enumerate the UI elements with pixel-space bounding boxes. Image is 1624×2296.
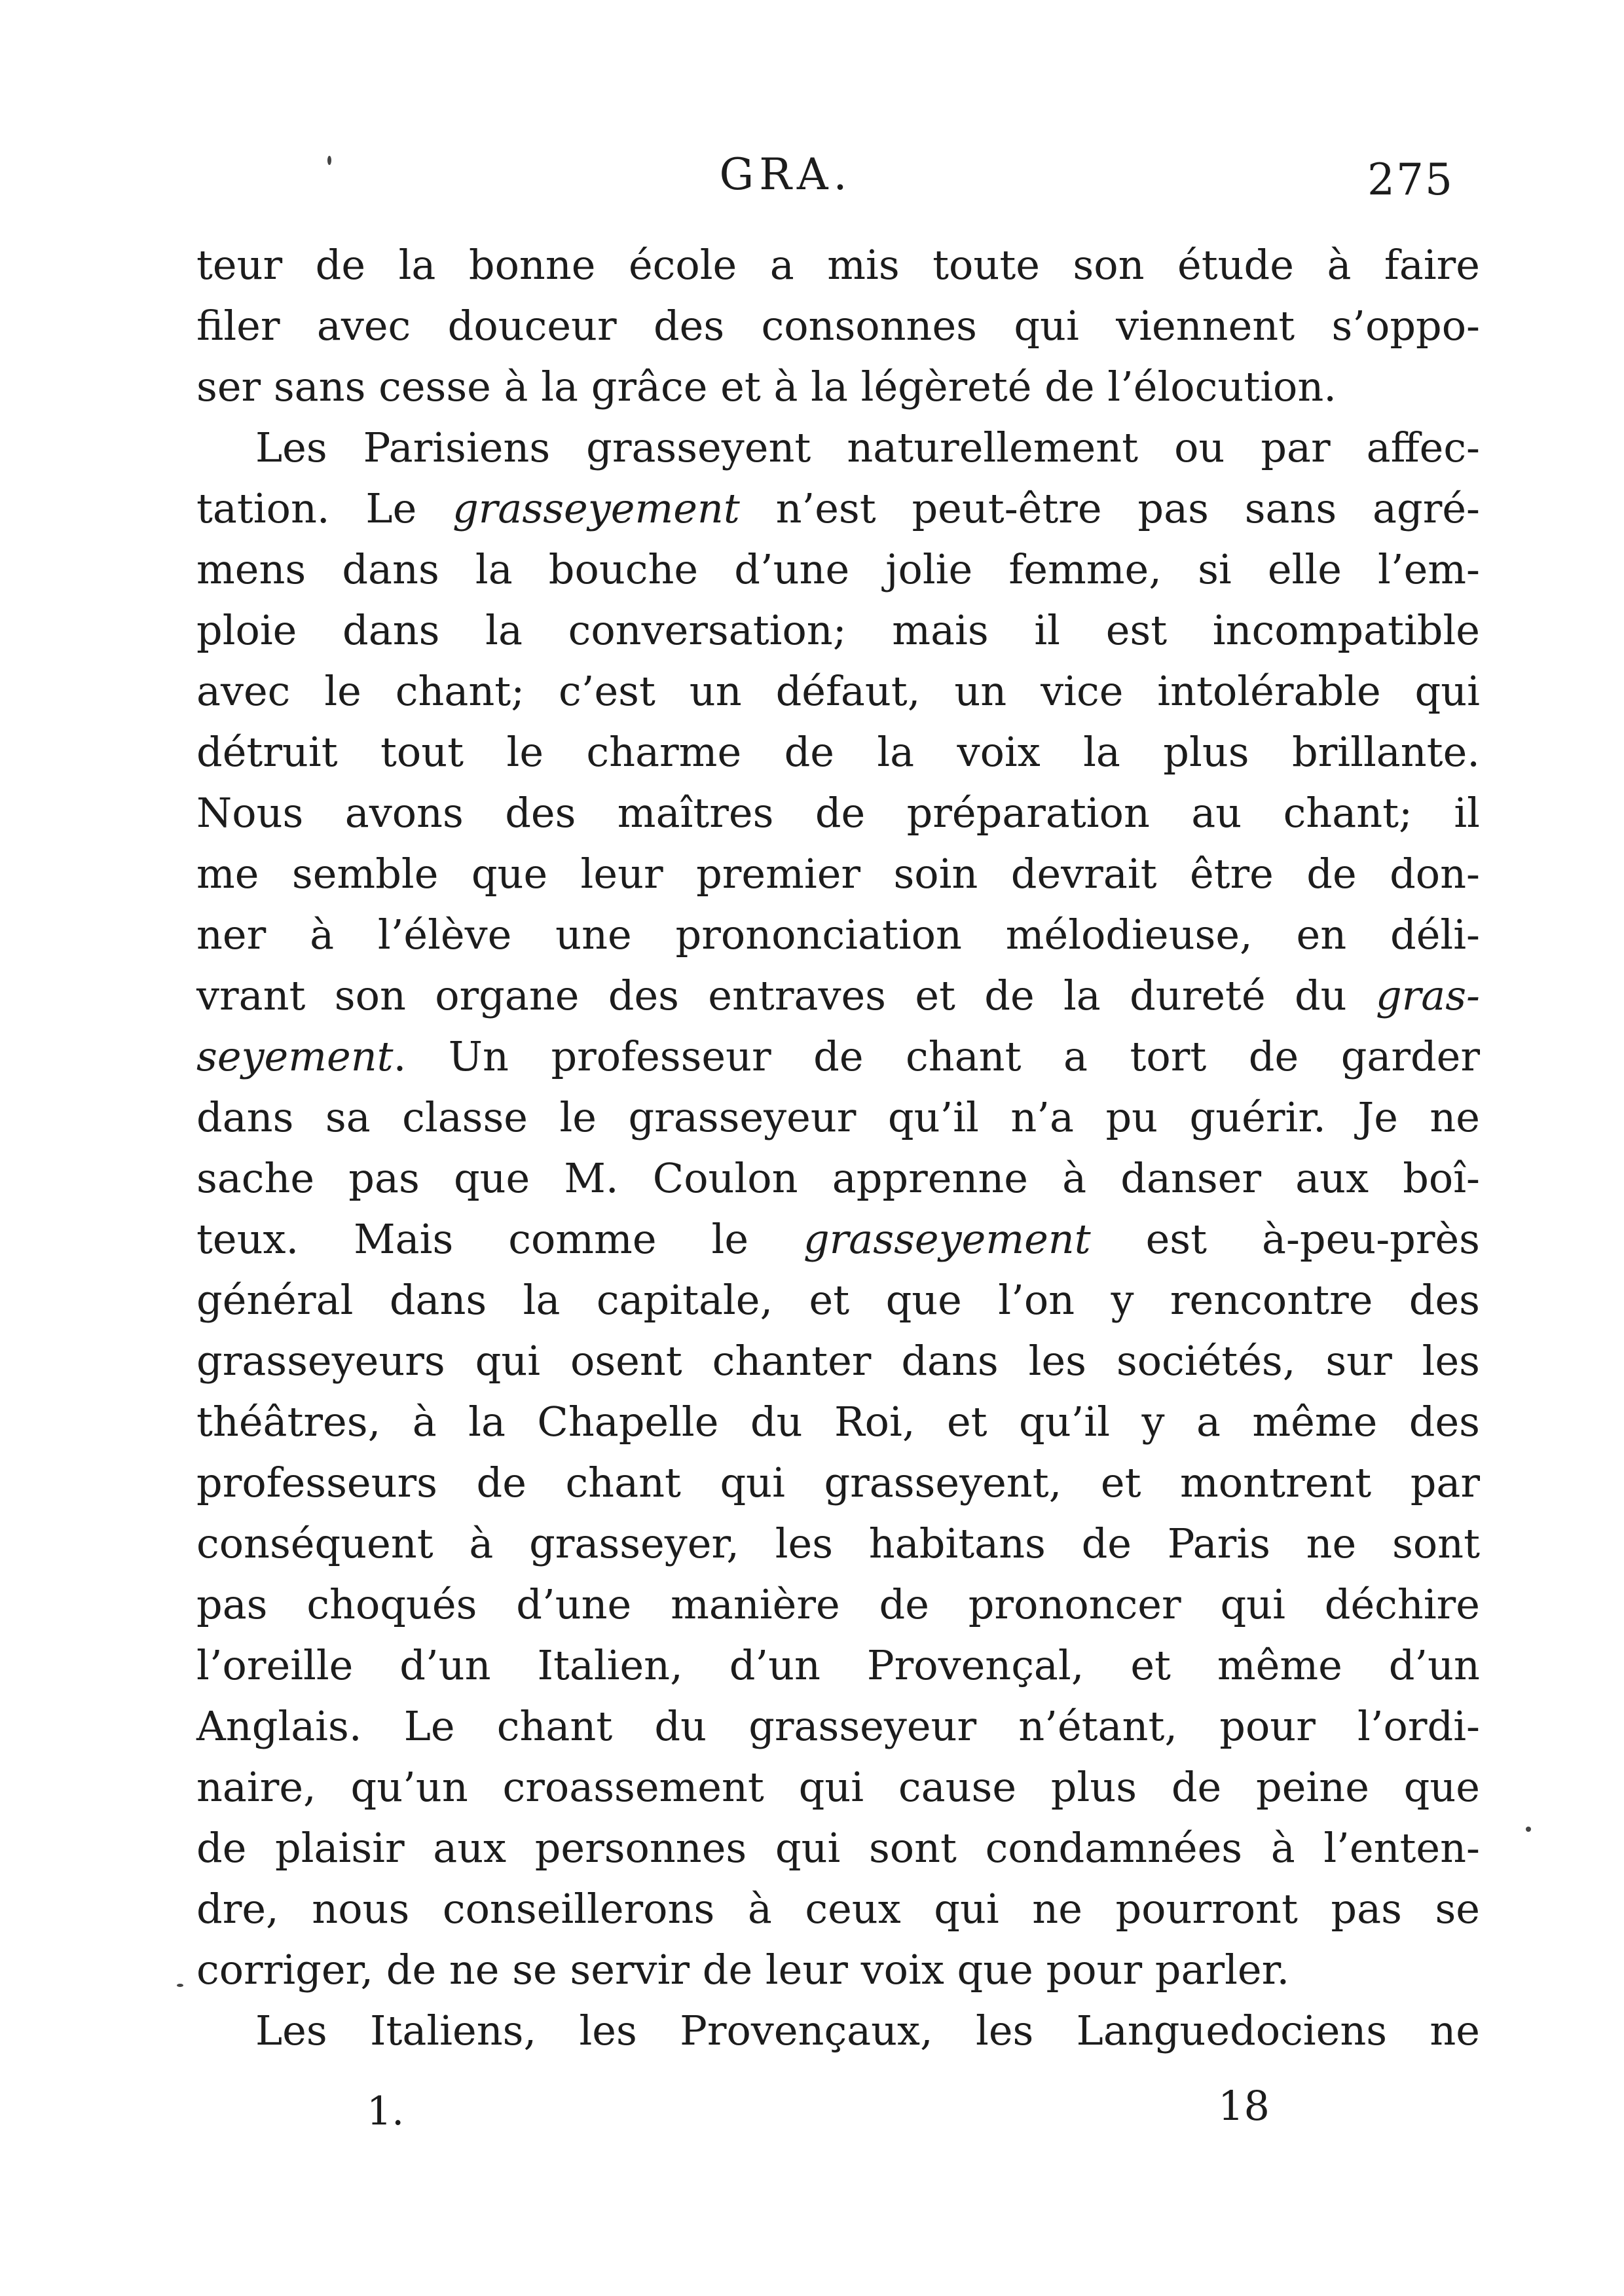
text-run: corriger, de ne se servir de leur voix que pour parler.: [196, 1946, 1290, 1994]
text-run: grasseyeurs qui osent chanter dans les sociétés, sur les: [196, 1337, 1480, 1385]
text-run: l’oreille d’un Italien, d’un Provençal, et même d’un: [196, 1641, 1480, 1689]
text-line: [196, 1939, 1480, 2000]
text-run: conséquent à grasseyer, les habitans de Paris ne sont: [196, 1520, 1480, 1567]
text-line: [196, 539, 1480, 600]
running-head: GRA.: [719, 149, 853, 200]
text-line: [196, 1817, 1480, 1878]
text-line: [196, 2000, 1480, 2061]
text-run: ploie dans la conversation; mais il est incompatible: [196, 606, 1480, 654]
text-line: [196, 721, 1480, 782]
text-run: naire, qu’un croassement qui cause plus de peine que: [196, 1763, 1480, 1811]
text-run: dans sa classe le grasseyeur qu’il n’a pu guérir. Je ne: [196, 1093, 1480, 1141]
body-text: [196, 234, 1480, 2061]
text-line: [196, 904, 1480, 965]
text-line: [196, 600, 1480, 661]
ink-speck: [327, 156, 331, 165]
text-run: filer avec douceur des consonnes qui viennent s’oppo-: [196, 302, 1480, 350]
text-run: est à-peu-près: [1090, 1215, 1480, 1263]
italic-term: grasseyement: [803, 1215, 1091, 1263]
text-line: [196, 1452, 1480, 1513]
text-run: théâtres, à la Chapelle du Roi, et qu’il y a même des: [196, 1398, 1480, 1446]
text-line: [196, 1148, 1480, 1209]
text-run: tation. Le: [196, 484, 453, 532]
text-run: teux. Mais comme le: [196, 1215, 803, 1263]
text-run: avec le chant; c’est un défaut, un vice intolérable qui: [196, 667, 1480, 715]
text-run: sache pas que M. Coulon apprenne à danser aux boî-: [196, 1154, 1480, 1202]
text-line: [196, 356, 1480, 417]
text-run: Anglais. Le chant du grasseyeur n’étant, pour l’ordi-: [196, 1702, 1480, 1750]
text-run: ser sans cesse à la grâce et à la légèreté de l’élocution.: [196, 363, 1337, 410]
text-line: [196, 1391, 1480, 1452]
text-line: [196, 1026, 1480, 1087]
text-run: général dans la capitale, et que l’on y rencontre des: [196, 1276, 1480, 1324]
text-run: professeurs de chant qui grasseyent, et montrent par: [196, 1459, 1480, 1506]
italic-term: grasseyement: [452, 484, 740, 532]
text-line: [196, 417, 1480, 478]
text-run: de plaisir aux personnes qui sont condamnées à l’enten-: [196, 1824, 1480, 1872]
text-run: Les Parisiens grasseyent naturellement ou par affec-: [255, 424, 1480, 471]
ink-speck: [177, 1984, 183, 1987]
text-line: [196, 1635, 1480, 1696]
text-line: [196, 1209, 1480, 1269]
text-line: [196, 1574, 1480, 1635]
page-number: 275: [1367, 155, 1454, 205]
text-run: pas choqués d’une manière de prononcer qui déchire: [196, 1580, 1480, 1628]
text-run: teur de la bonne école a mis toute son étude à faire: [196, 241, 1480, 289]
text-run: me semble que leur premier soin devrait être de don-: [196, 850, 1480, 898]
gathering-folio: 18: [1218, 2082, 1270, 2130]
italic-term: gras-: [1375, 972, 1480, 1019]
text-line: [196, 234, 1480, 295]
text-line: [196, 1330, 1480, 1391]
italic-term: seyement: [196, 1032, 394, 1080]
text-line: [196, 478, 1480, 539]
text-run: Nous avons des maîtres de préparation au chant; il: [196, 789, 1480, 837]
text-run: vrant son organe des entraves et de la dureté du: [196, 972, 1376, 1019]
text-line: [196, 965, 1480, 1026]
text-run: ner à l’élève une prononciation mélodieuse, en déli-: [196, 911, 1480, 958]
text-line: [196, 1757, 1480, 1817]
text-line: [196, 661, 1480, 721]
text-line: [196, 782, 1480, 843]
text-line: [196, 1696, 1480, 1757]
text-run: dre, nous conseillerons à ceux qui ne pourront pas se: [196, 1885, 1480, 1933]
text-run: détruit tout le charme de la voix la plus brillante.: [196, 728, 1480, 776]
text-line: [196, 843, 1480, 904]
text-run: . Un professeur de chant a tort de garder: [393, 1032, 1480, 1080]
text-line: [196, 295, 1480, 356]
ink-speck: [1526, 1827, 1531, 1832]
text-run: mens dans la bouche d’une jolie femme, si elle l’em-: [196, 545, 1480, 593]
text-line: [196, 1087, 1480, 1148]
text-run: Les Italiens, les Provençaux, les Languedociens ne: [255, 2007, 1480, 2054]
text-line: [196, 1878, 1480, 1939]
text-line: [196, 1513, 1480, 1574]
text-run: n’est peut-être pas sans agré-: [739, 484, 1480, 532]
text-line: [196, 1269, 1480, 1330]
signature-mark: 1.: [367, 2088, 405, 2134]
